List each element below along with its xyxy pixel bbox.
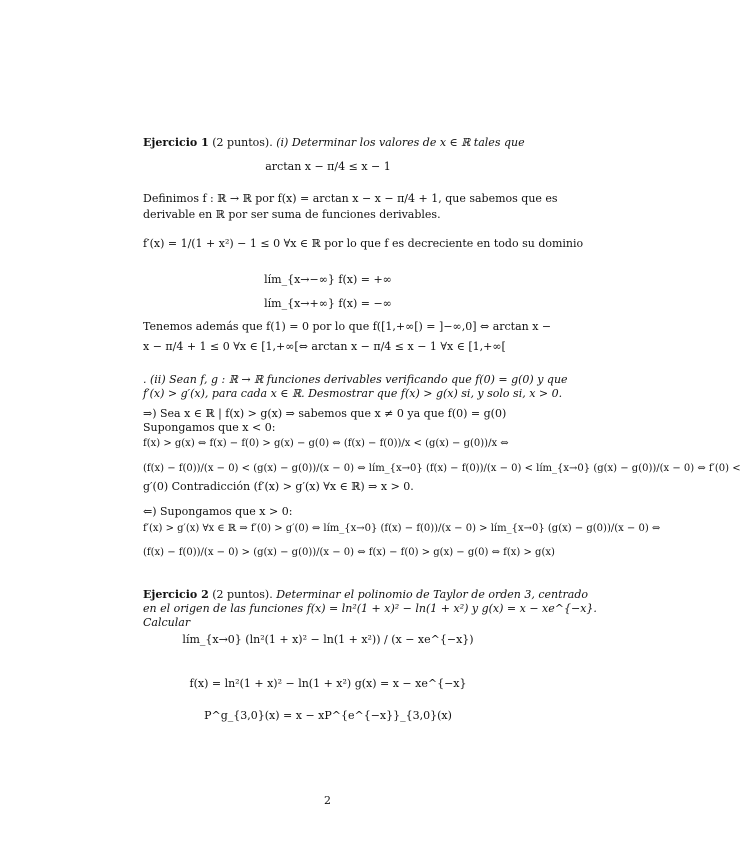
proof-forward-line5: g′(0) Contradicción (f′(x) > g′(x) ∀x ∈ ℝ) ⇒ x > 0. <box>143 480 414 493</box>
exercise2-statement-line1 <box>143 588 588 601</box>
display-inequality: arctan x − π/4 ≤ x − 1 <box>265 160 391 173</box>
limit-minus-infinity: lím_{x→−∞} f(x) = +∞ <box>264 273 392 286</box>
proof-forward-line2: Supongamos que x < 0: <box>143 421 276 434</box>
paragraph-definition-line1: Definimos f : ℝ → ℝ por f(x) = arctan x − x − π/4 + 1, que sabemos que es <box>143 192 558 205</box>
page-number: 2 <box>324 794 331 807</box>
functions-line: f(x) = ln²(1 + x)² − ln(1 + x²) g(x) = x − xe^{−x} <box>189 677 467 690</box>
paragraph-conclusion-line1: Tenemos además que f(1) = 0 por lo que f([1,+∞[) = ]−∞,0] ⇔ arctan x − <box>143 320 552 333</box>
exercise1-statement <box>143 136 525 149</box>
exercise2-statement-text: Determinar el polinomio de Taylor de orden 3, centrado <box>276 588 588 601</box>
paragraph-definition-line2: derivable en ℝ por ser suma de funciones derivables. <box>143 208 441 221</box>
derivative-line: f′(x) = 1/(1 + x²) − 1 ≤ 0 ∀x ∈ ℝ por lo que f es decreciente en todo su dominio <box>143 237 584 250</box>
proof-forward-line1: ⇒) Sea x ∈ ℝ | f(x) > g(x) ⇒ sabemos que x ≠ 0 ya que f(0) = g(0) <box>143 407 507 420</box>
exercise2-statement-line2: en el origen de las funciones f(x) = ln²(1 + x)² − ln(1 + x²) y g(x) = x − xe^{−x}. <box>143 602 597 615</box>
proof-backward-line3: (f(x) − f(0))/(x − 0) > (g(x) − g(0))/(x − 0) ⇔ f(x) − f(0) > g(x) − g(0) ⇔ f(x) > g(x) <box>143 547 555 558</box>
taylor-polynomial-line: P^g_{3,0}(x) = x − xP^{e^{−x}}_{3,0}(x) <box>204 709 452 722</box>
display-limit: lím_{x→0} (ln²(1 + x)² − ln(1 + x²)) / (x − xe^{−x}) <box>182 633 474 646</box>
proof-backward-line2: f′(x) > g′(x) ∀x ∈ ℝ ⇒ f′(0) > g′(0) ⇔ lím_{x→0} (f(x) − f(0))/(x − 0) > lím_{x→0} (g(x) − g(0))/(x − 0) ⇔ <box>143 523 661 534</box>
exercise2-heading: Ejercicio 2 <box>143 588 209 601</box>
exercise2-points: (2 puntos). <box>212 588 273 601</box>
exercise2-statement-line3: Calcular <box>143 616 191 629</box>
statement-ii-line2: f′(x) > g′(x), para cada x ∈ ℝ. Desmostrar que f(x) > g(x) si, y solo si, x > 0. <box>143 387 563 400</box>
proof-forward-line3: f(x) > g(x) ⇔ f(x) − f(0) > g(x) − g(0) ⇔ (f(x) − f(0))/x < (g(x) − g(0))/x ⇔ <box>143 438 509 449</box>
proof-forward-line4: (f(x) − f(0))/(x − 0) < (g(x) − g(0))/(x − 0) ⇔ lím_{x→0} (f(x) − f(0))/(x − 0) < lím_{x→0} (g(x) − g(0))/(x − 0) ⇔ f′(0) < <box>143 463 741 474</box>
proof-backward-line1: ⇐) Supongamos que x > 0: <box>143 505 293 518</box>
statement-ii-line1: . (ii) Sean f, g : ℝ → ℝ funciones derivables verificando que f(0) = g(0) y que <box>143 373 568 386</box>
exercise1-statement-i: (i) Determinar los valores de x ∈ ℝ tales que <box>276 136 525 149</box>
limit-plus-infinity: lím_{x→+∞} f(x) = −∞ <box>264 297 392 310</box>
paragraph-conclusion-line2: x − π/4 + 1 ≤ 0 ∀x ∈ [1,+∞[⇔ arctan x − π/4 ≤ x − 1 ∀x ∈ [1,+∞[ <box>143 340 506 353</box>
exercise1-points: (2 puntos). <box>212 136 273 149</box>
exercise1-heading: Ejercicio 1 <box>143 136 209 149</box>
